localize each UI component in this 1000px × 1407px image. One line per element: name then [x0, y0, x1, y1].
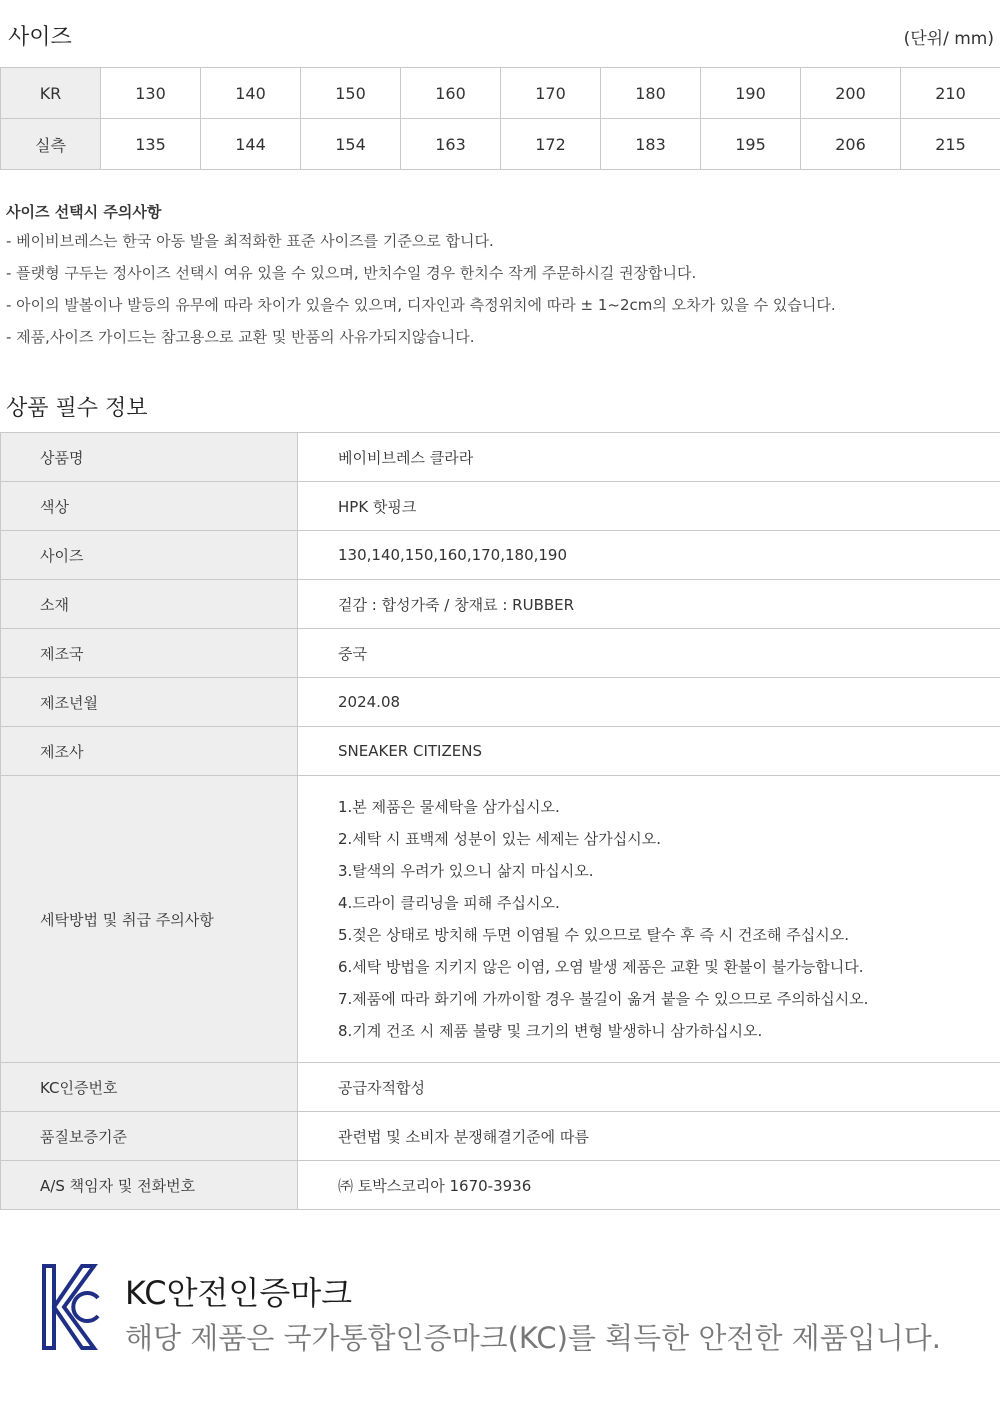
info-value: 관련법 및 소비자 분쟁해결기준에 따름 [298, 1112, 1000, 1161]
info-row-material [1, 580, 1000, 629]
info-label: 제조국 [1, 629, 298, 678]
kc-certification [0, 1258, 1000, 1358]
info-value: 겉감 : 합성가죽 / 창재료 : RUBBER [298, 580, 1000, 629]
kc-heading: KC안전인증마크 [125, 1274, 353, 1312]
info-row-product-name [1, 433, 1000, 482]
size-chart-title: 사이즈 [8, 25, 72, 50]
size-row-kr [1, 68, 1000, 119]
size-cell: 215 [901, 119, 1000, 170]
info-label: 세탁방법 및 취급 주의사항 [1, 776, 298, 1063]
size-row-label: KR [1, 68, 101, 119]
size-cell: 190 [701, 68, 801, 119]
info-row-manufacturer [1, 727, 1000, 776]
info-value: 2024.08 [298, 678, 1000, 727]
info-value: ㈜ 토박스코리아 1670-3936 [298, 1161, 1000, 1210]
info-row-kc-number [1, 1063, 1000, 1112]
info-row-care [1, 776, 1000, 1063]
size-row-label: 실측 [1, 119, 101, 170]
info-value: HPK 핫핑크 [298, 482, 1000, 531]
size-note-line: - 제품,사이즈 가이드는 참고용으로 교환 및 반품의 사유가되지않습니다. [6, 328, 475, 346]
info-label: 색상 [1, 482, 298, 531]
info-label: 제조사 [1, 727, 298, 776]
size-cell: 150 [301, 68, 401, 119]
size-chart-unit: (단위/ mm) [903, 29, 994, 49]
size-row-measured [1, 119, 1000, 170]
info-label: 상품명 [1, 433, 298, 482]
care-instructions [298, 776, 1000, 1063]
size-cell: 200 [801, 68, 901, 119]
size-cell: 135 [101, 119, 201, 170]
size-cell: 206 [801, 119, 901, 170]
care-line: 3.탈색의 우려가 있으니 삶지 마십시오. [338, 862, 594, 880]
kc-description: 해당 제품은 국가통합인증마크(KC)를 획득한 안전한 제품입니다. [125, 1321, 941, 1355]
care-line: 4.드라이 클리닝을 피해 주십시오. [338, 894, 560, 912]
size-cell: 170 [501, 68, 601, 119]
kc-logo-icon [42, 1264, 100, 1350]
info-value: 공급자적합성 [298, 1063, 1000, 1112]
info-value: 중국 [298, 629, 1000, 678]
product-info-title: 상품 필수 정보 [6, 396, 148, 421]
size-note-line: - 플랫형 구두는 정사이즈 선택시 여유 있을 수 있으며, 반치수일 경우 한치수 작게 주문하시길 권장합니다. [6, 264, 697, 282]
size-note-line: - 베이비브레스는 한국 아동 발을 최적화한 표준 사이즈를 기준으로 합니다. [6, 232, 494, 250]
size-cell: 195 [701, 119, 801, 170]
product-info-table [0, 432, 1000, 1210]
size-cell: 144 [201, 119, 301, 170]
size-table [0, 67, 1000, 170]
info-row-as-contact [1, 1161, 1000, 1210]
size-cell: 180 [601, 68, 701, 119]
care-line: 7.제품에 따라 화기에 가까이할 경우 불길이 옮겨 붙을 수 있으므로 주의하십시오. [338, 990, 869, 1008]
size-notes-title: 사이즈 선택시 주의사항 [6, 203, 162, 221]
size-cell: 163 [401, 119, 501, 170]
info-label: 사이즈 [1, 531, 298, 580]
size-cell: 130 [101, 68, 201, 119]
size-cell: 172 [501, 119, 601, 170]
care-line: 8.기계 건조 시 제품 불량 및 크기의 변형 발생하니 삼가하십시오. [338, 1022, 763, 1040]
info-row-manufacture-date [1, 678, 1000, 727]
info-row-quality-standard [1, 1112, 1000, 1161]
info-row-size [1, 531, 1000, 580]
size-note-line: - 아이의 발볼이나 발등의 유무에 따라 차이가 있을수 있으며, 디자인과 측정위치에 따라 ± 1~2cm의 오차가 있을 수 있습니다. [6, 296, 836, 314]
info-label: 제조년월 [1, 678, 298, 727]
info-row-country [1, 629, 1000, 678]
care-line: 1.본 제품은 물세탁을 삼가십시오. [338, 798, 560, 816]
size-notes [6, 201, 996, 353]
size-chart-header [0, 0, 1000, 68]
size-cell: 140 [201, 68, 301, 119]
info-row-color [1, 482, 1000, 531]
info-label: 소재 [1, 580, 298, 629]
info-label: 품질보증기준 [1, 1112, 298, 1161]
size-cell: 210 [901, 68, 1000, 119]
size-cell: 160 [401, 68, 501, 119]
size-cell: 183 [601, 119, 701, 170]
care-line: 6.세탁 방법을 지키지 않은 이염, 오염 발생 제품은 교환 및 환불이 불가능합니다. [338, 958, 864, 976]
info-label: A/S 책임자 및 전화번호 [1, 1161, 298, 1210]
care-line: 5.젖은 상태로 방치해 두면 이염될 수 있으므로 탈수 후 즉 시 건조해 주십시오. [338, 926, 849, 944]
info-label: KC인증번호 [1, 1063, 298, 1112]
size-cell: 154 [301, 119, 401, 170]
care-line: 2.세탁 시 표백제 성분이 있는 세제는 삼가십시오. [338, 830, 661, 848]
info-value: 130,140,150,160,170,180,190 [298, 531, 1000, 580]
info-value: 베이비브레스 클라라 [298, 433, 1000, 482]
info-value: SNEAKER CITIZENS [298, 727, 1000, 776]
